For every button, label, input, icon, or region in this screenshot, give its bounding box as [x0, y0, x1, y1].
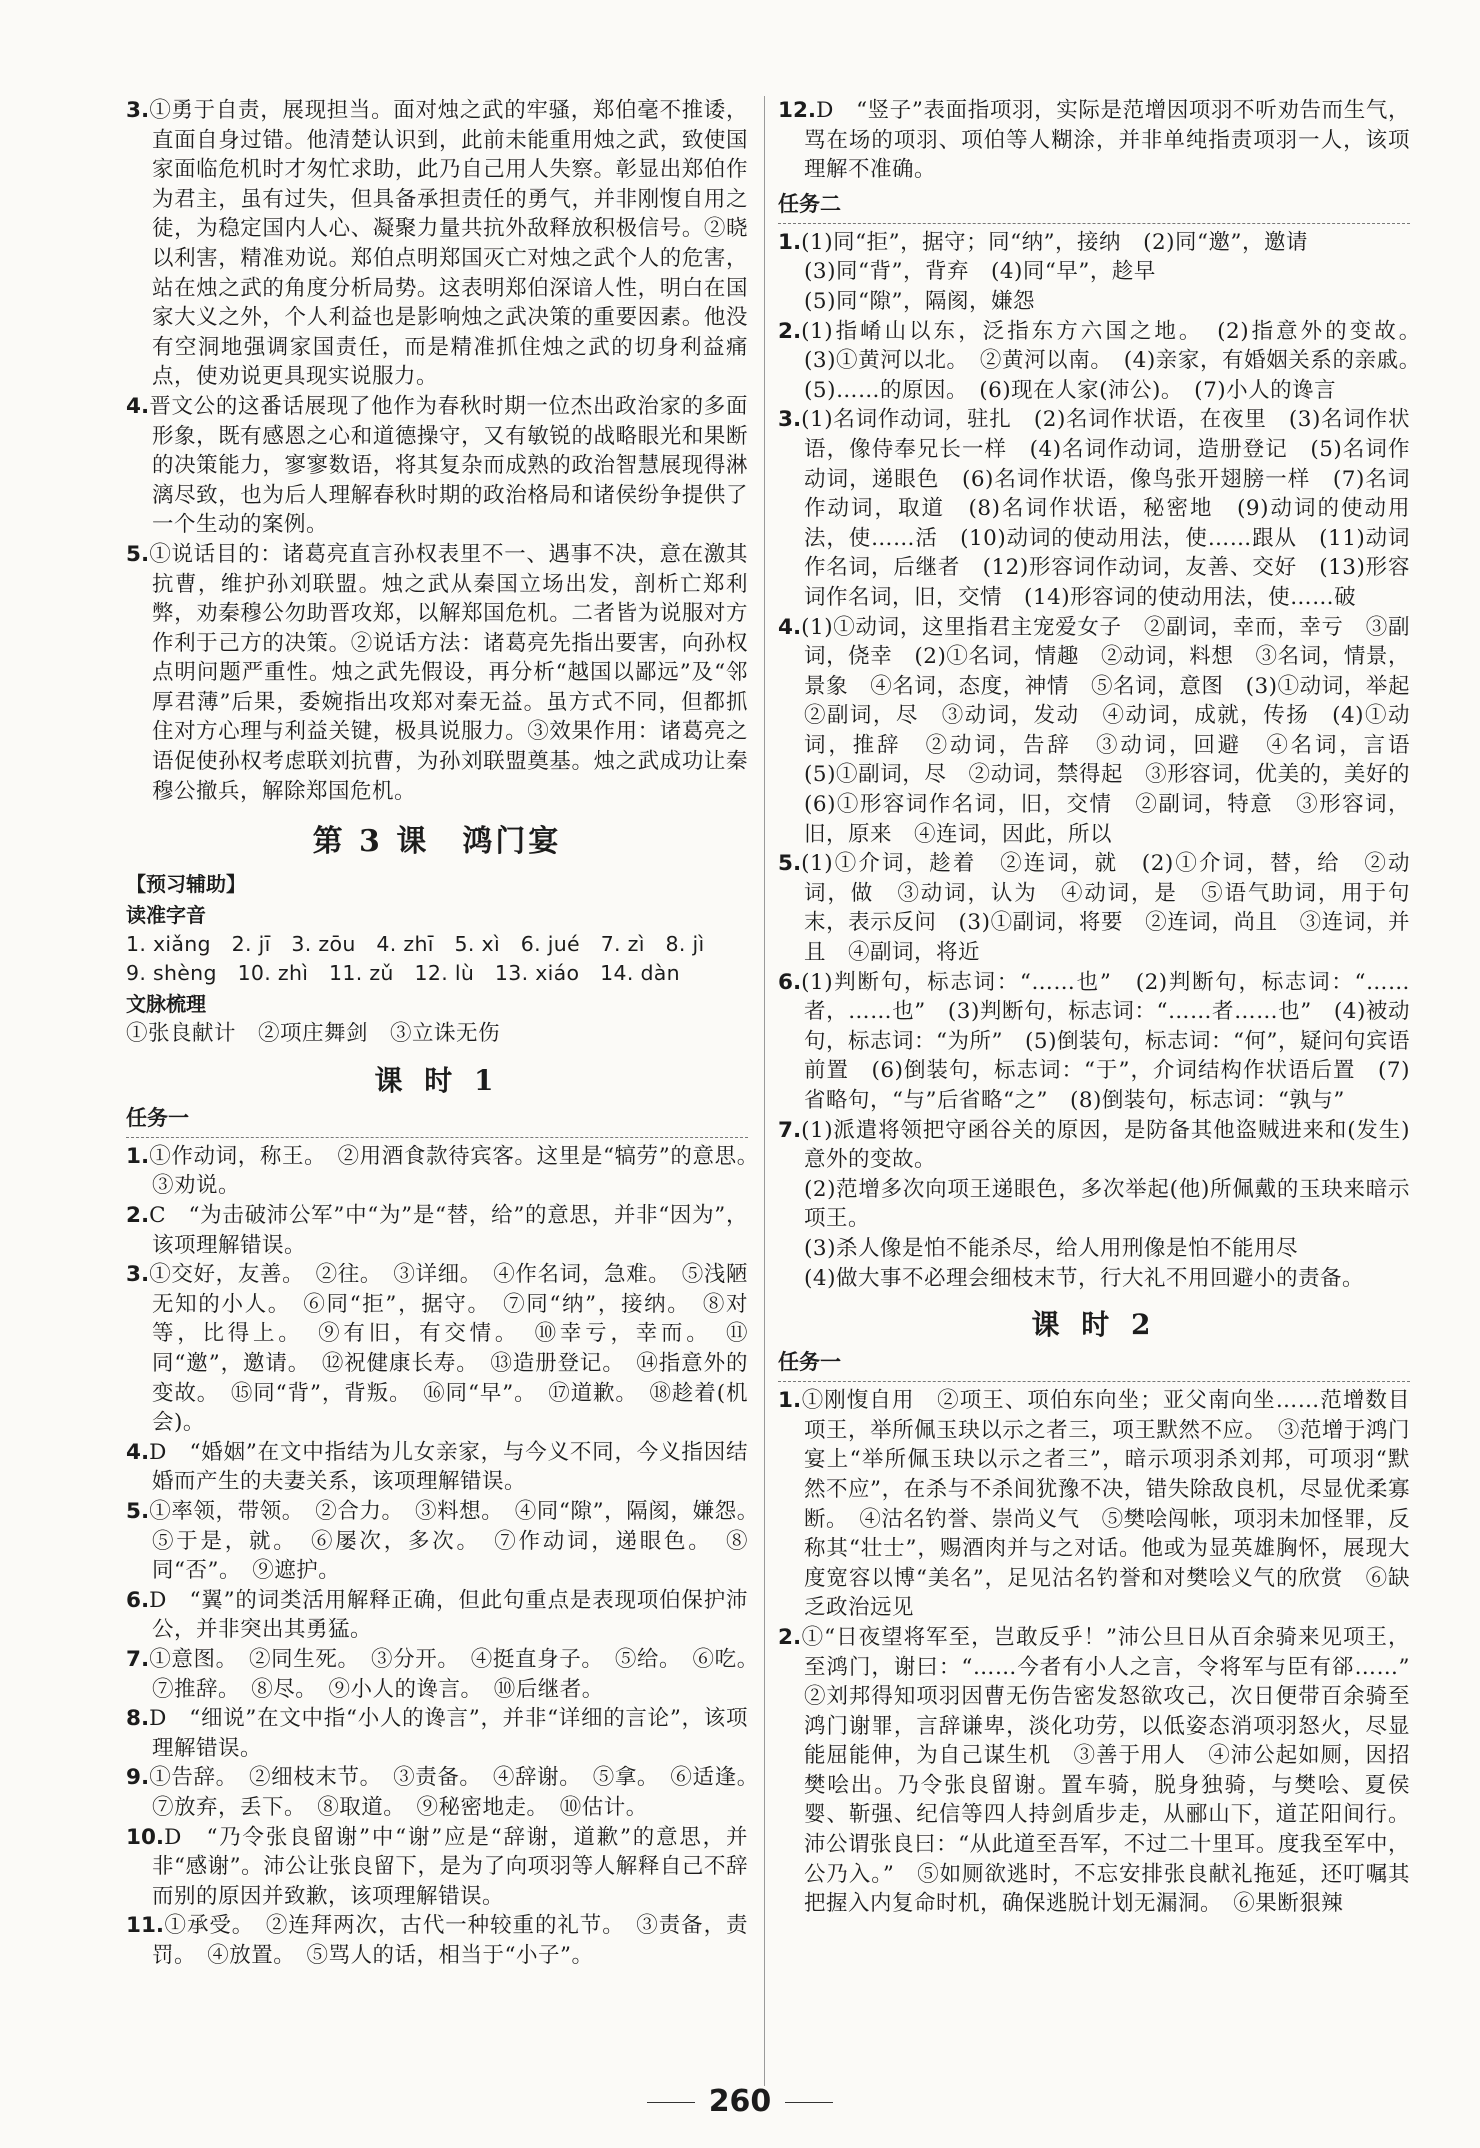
answer-5 [126, 540, 748, 806]
pinyin-line: 9. shèng 10. zhì 11. zǔ 12. lù 13. xiáo 14. dàn [126, 961, 680, 986]
dashed-divider [778, 223, 1410, 224]
answer-item [126, 1763, 771, 1822]
item-number: 8. [126, 1706, 150, 1732]
preview-heading: 【预习辅助】 [126, 872, 246, 897]
dashed-divider [778, 1381, 1410, 1382]
answer-item [126, 1911, 748, 1970]
item-number: 3. [778, 407, 802, 433]
item-number: 11. [126, 1913, 165, 1939]
item-number: 2. [778, 318, 802, 344]
task-heading: 任务一 [126, 1105, 189, 1130]
answer-text: (1)名词作动词，驻扎 (2)名词作状语，在夜里 (3)名词作状语，像侍奉兄长一样 (4)名词作动词，造册登记 (5)名词作动词，递眼色 (6)名词作状语，像鸟张开翅膀一样 (7)名词作动词，取道 (8)名词作状语，秘密地 (9)动词的使动用法，使……活 (10)动词的使动用法，使……跟从 (11)动词作名词，后继者 (12)形容词作动词，友善、交好 (13)形容词作名词，旧，交情 (14)形容词的使动用法，使……破 [801, 407, 1410, 610]
answer-item [778, 1623, 1433, 1919]
answer-item [778, 1116, 1410, 1294]
answer-item [126, 1645, 771, 1704]
answer-text: D “乃令张良留谢”中“谢”应是“辞谢，道歉”的意思，并非“感谢”。沛公让张良留下，是为了向项羽等人解释自己不辞而别的原因并致歉，该项理解错误。 [152, 1824, 748, 1909]
answer-text: D “翼”的词类活用解释正确，但此句重点是表现项伯保护沛公，并非突出其勇猛。 [149, 1587, 748, 1643]
item-number: 4. [126, 393, 150, 419]
answer-item [126, 1438, 748, 1497]
item-number: 3. [126, 1262, 150, 1288]
item-number: 7. [778, 1117, 802, 1143]
answer-item [126, 1497, 771, 1586]
context-line: ①张良献计 ②项庄舞剑 ③立诛无伤 [126, 1021, 501, 1047]
answer-item [778, 613, 1433, 850]
answer-item [778, 849, 1410, 967]
answer-item [126, 1586, 748, 1645]
answer-text: ①意图。 ②同生死。 ③分开。 ④挺直身子。 ⑤给。 ⑥吃。 ⑦推辞。 ⑧尽。 ⑨小人的谗言。 ⑩后继者。 [149, 1646, 771, 1702]
answer-text: ①说话目的：诸葛亮直言孙权表里不一、遇事不决，意在激其抗曹，维护孙刘联盟。烛之武从秦国立场出发，剖析亡郑利弊，劝秦穆公勿助晋攻郑，以解郑国危机。二者皆为说服对方作利于己方的决策。②说话方法：诸葛亮先指出要害，向孙权点明问题严重性。烛之武先假设，再分析“越国以鄙远”及“邻厚君薄”后果，委婉指出攻郑对秦无益。虽方式不同，但都抓住对方心理与利益关键，极具说服力。③效果作用：诸葛亮之语促使孙权考虑联刘抗曹，为孙刘联盟奠基。烛之武成功让秦穆公撤兵，解除郑国危机。 [149, 541, 748, 804]
right-answer-list [778, 228, 1433, 1293]
answer-text: ①“日夜望将军至，岂敢反乎！”沛公旦日从百余骑来见项王，至鸿门，谢曰：“……今者有小人之言，令将军与臣有郤……” ②刘邦得知项羽因曹无伤告密发怒欲攻己，次日便带百余骑至鸿门谢罪，言辞谦卑，淡化功劳，以低姿态消项羽怒火，尽显能屈能伸，为自己谋生机 ③善于用人 ④沛公起如厕，因招樊哙出。乃令张良留谢。置车骑，脱身独骑，与樊哙、夏侯婴、靳强、纪信等四人持剑盾步走，从郦山下，道芷阳间行。沛公谓张良曰：“从此道至吾军，不过二十里耳。度我至军中，公乃入。” ⑤如厕欲逃时，不忘安排张良献礼拖延，还叮嘱其把握入内复命时机，确保逃脱计划无漏洞。 ⑥果断狠辣 [801, 1624, 1433, 1917]
answer-text: C “为击破沛公军”中“为”是“替，给”的意思，并非“因为”，该项理解错误。 [149, 1203, 748, 1258]
task-heading: 任务二 [778, 191, 841, 216]
answer-text: (1)①介词，趁着 ②连词，就 (2)①介词，替，给 ②动词，做 ③动词，认为 ④动词，是 ⑤语气助词，用于句末，表示反问 (3)①副词，将要 ②连词，尚且 ③连词，并且 ④副词，将近 [801, 851, 1410, 966]
answer-12 [778, 96, 1410, 185]
answer-text: 晋文公的这番话展现了他作为春秋时期一位杰出政治家的多面形象，既有感恩之心和道德操守，又有敏锐的战略眼光和果断的决策能力，寥寥数语，将其复杂而成熟的政治智慧展现得淋漓尽致，也为后人理解春秋时期的政治格局和诸侯纷争提供了一个生动的案例。 [149, 393, 748, 538]
page-footer [0, 2084, 1480, 2119]
item-number: 1. [778, 1388, 802, 1414]
answer-item [126, 1823, 748, 1912]
dashed-divider [126, 1137, 748, 1138]
answer-text: D “婚姻”在文中指结为儿女亲家，与今义不同，今义指因结婚而产生的夫妻关系，该项理解错误。 [149, 1439, 748, 1495]
footer-dash [647, 2102, 695, 2103]
answer-text: D “细说”在文中指“小人的谗言”，并非“详细的言论”，该项理解错误。 [149, 1706, 748, 1761]
answer-line: (3)同“背”，背弃 (4)同“早”，趁早 [804, 259, 1156, 285]
item-number: 4. [126, 1439, 150, 1465]
answer-text: ①勇于自责，展现担当。面对烛之武的牢骚，郑伯毫不推诿，直面自身过错。他清楚认识到，此前未能重用烛之武，致使国家面临危机时才匆忙求助，此乃自己用人失察。彰显出郑伯作为君主，虽有过失，但具备承担责任的勇气，并非刚愎自用之徒，为稳定国内人心、凝聚力量共抗外敌释放积极信号。②晓以利害，精准劝说。郑伯点明郑国灭亡对烛之武个人的危害，站在烛之武的角度分析局势。这表明郑伯深谙人性，明白在国家大义之外，个人利益也是影响烛之武决策的重要因素。他没有空洞地强调家国责任，而是精准抓住烛之武的切身利益痛点，使劝说更具现实说服力。 [149, 98, 748, 390]
read-heading: 读准字音 [126, 903, 206, 928]
answer-line: (4)做大事不必理会细枝末节，行大礼不用回避小的责备。 [804, 1265, 1364, 1291]
answer-item [126, 1704, 748, 1763]
answer-item [778, 228, 1410, 317]
item-number: 6. [126, 1587, 150, 1613]
answer-line: (1)派遣将领把守函谷关的原因，是防备其他盗贼进来和(发生)意外的变故。 [801, 1117, 1410, 1173]
answer-item [778, 317, 1433, 406]
answer-item [778, 968, 1410, 1116]
answer-text: (1)①动词，这里指君主宠爱女子 ②副词，幸而，幸亏 ③副词，侥幸 (2)①名词，情趣 ②动词，料想 ③名词，情景，景象 ④名词，态度，神情 ⑤名词，意图 (3)①动词，举起 ②副词，尽 ③动词，发动 ④动词，成就，传扬 (4)①动词，推辞 ②动词，告辞 ③动词，回避 ④名词，言语 (5)①副词，尽 ②动词，禁得起 ③形容词，优美的，美好的 (6)①形容词作名词，旧，交情 ②副词，特意 ③形容词，旧，原来 ④连词，因此，所以 [801, 614, 1433, 847]
item-number: 2. [778, 1624, 802, 1650]
item-number: 5. [126, 541, 150, 567]
item-number: 12. [778, 98, 817, 123]
right-answer-list-2 [778, 1386, 1433, 1919]
lesson-title: 第 3 课 鸿门宴 [312, 824, 562, 860]
answer-item [778, 405, 1410, 612]
answer-item [778, 1386, 1410, 1623]
answer-4 [126, 392, 748, 540]
answer-3 [126, 96, 748, 392]
task-heading: 任务一 [778, 1350, 841, 1375]
item-number: 3. [126, 98, 150, 123]
answer-line: (5)同“隙”，隔阂，嫌怨 [804, 288, 1035, 314]
answer-text: ①告辞。 ②细枝末节。 ③责备。 ④辞谢。 ⑤拿。 ⑥适逢。 ⑦放弃，丢下。 ⑧取道。 ⑨秘密地走。 ⑩估计。 [149, 1765, 771, 1820]
page-number: 260 [708, 2084, 772, 2119]
left-answer-list [126, 1142, 771, 1971]
answer-text: ①刚愎自用 ②项王、项伯东向坐；亚父南向坐……范增数目项王，举所佩玉玦以示之者三，项王默然不应。 ③范增于鸿门宴上“举所佩玉玦以示之者三”，暗示项羽杀刘邦，可项羽“默然不应”，在杀与不杀间犹豫不决，错失除敌良机，尽显优柔寡断。 ④沽名钓誉、崇尚义气 ⑤樊哙闯帐，项羽未加怪罪，反称其“壮士”，赐酒肉并与之对话。他或为显英雄胸怀，展现大度宽容以博“美名”，足见沽名钓誉和对樊哙义气的欣赏 ⑥缺乏政治远见 [801, 1388, 1410, 1621]
item-number: 9. [126, 1765, 150, 1791]
answer-text: ①承受。 ②连拜两次，古代一种较重的礼节。 ③责备，责罚。 ④放置。 ⑤骂人的话，相当于“小子”。 [152, 1913, 748, 1968]
period-title: 课 时 1 [374, 1063, 500, 1097]
answer-text: (1)判断句，标志词：“……也” (2)判断句，标志词：“……者，……也” (3)判断句，标志词：“……者……也” (4)被动句，标志词：“为所” (5)倒装句，标志词：“何”，疑问句宾语前置 (6)倒装句，标志词：“于”，介词结构作状语后置 (7)省略句，“与”后省略“之” (8)倒装句，标志词：“孰与” [801, 969, 1410, 1113]
answer-item [126, 1260, 748, 1438]
item-number: 1. [778, 229, 802, 255]
item-number: 5. [126, 1498, 150, 1524]
item-number: 4. [778, 614, 802, 640]
answer-line: (1)同“拒”，据守；同“纳”，接纳 (2)同“邀”，邀请 [801, 229, 1309, 255]
period-title: 课 时 2 [1031, 1308, 1157, 1342]
item-number: 2. [126, 1203, 150, 1229]
item-number: 10. [126, 1824, 165, 1850]
answer-text: ①交好，友善。 ②往。 ③详细。 ④作名词，急难。 ⑤浅陋无知的小人。 ⑥同“拒”，据守。 ⑦同“纳”，接纳。 ⑧对等，比得上。 ⑨有旧，有交情。 ⑩幸亏，幸而。 ⑪同“邀”，邀请。 ⑫祝健康长寿。 ⑬造册登记。 ⑭指意外的变故。 ⑮同“背”，背叛。 ⑯同“早”。 ⑰道歉。 ⑱趁着(机会)。 [149, 1262, 748, 1436]
right-column [778, 96, 1433, 1919]
column-divider [764, 96, 765, 2086]
answer-line: (2)范增多次向项王递眼色，多次举起(他)所佩戴的玉玦来暗示项王。 [804, 1176, 1410, 1232]
answer-text: ①率领，带领。 ②合力。 ③料想。 ④同“隙”，隔阂，嫌怨。 ⑤于是，就。 ⑥屡次，多次。 ⑦作动词，递眼色。 ⑧同“否”。 ⑨遮护。 [149, 1498, 771, 1584]
answer-line: (3)杀人像是怕不能杀尽，给人用刑像是怕不能用尽 [804, 1235, 1298, 1261]
answer-item [126, 1142, 771, 1201]
answer-text: (1)指崤山以东，泛指东方六国之地。 (2)指意外的变故。 (3)①黄河以北。 ②黄河以南。 (4)亲家，有婚姻关系的亲戚。 (5)……的原因。 (6)现在人家(沛公)。 (7)小人的谗言 [801, 318, 1433, 403]
context-heading: 文脉梳理 [126, 992, 206, 1017]
answer-text: D “竖子”表面指项羽，实际是范增因项羽不听劝告而生气，骂在场的项羽、项伯等人糊涂，并非单纯指责项羽一人，该项理解不准确。 [804, 98, 1410, 183]
left-column [126, 96, 771, 1970]
item-number: 1. [126, 1143, 150, 1169]
footer-dash [785, 2102, 833, 2103]
answer-item [126, 1201, 748, 1260]
answer-text: ①作动词，称王。 ②用酒食款待宾客。这里是“犒劳”的意思。 ③劝说。 [149, 1143, 771, 1199]
pinyin-line: 1. xiǎng 2. jī 3. zōu 4. zhī 5. xì 6. jué 7. zì 8. jì [126, 932, 705, 957]
item-number: 5. [778, 851, 802, 877]
item-number: 6. [778, 969, 802, 995]
item-number: 7. [126, 1646, 150, 1672]
